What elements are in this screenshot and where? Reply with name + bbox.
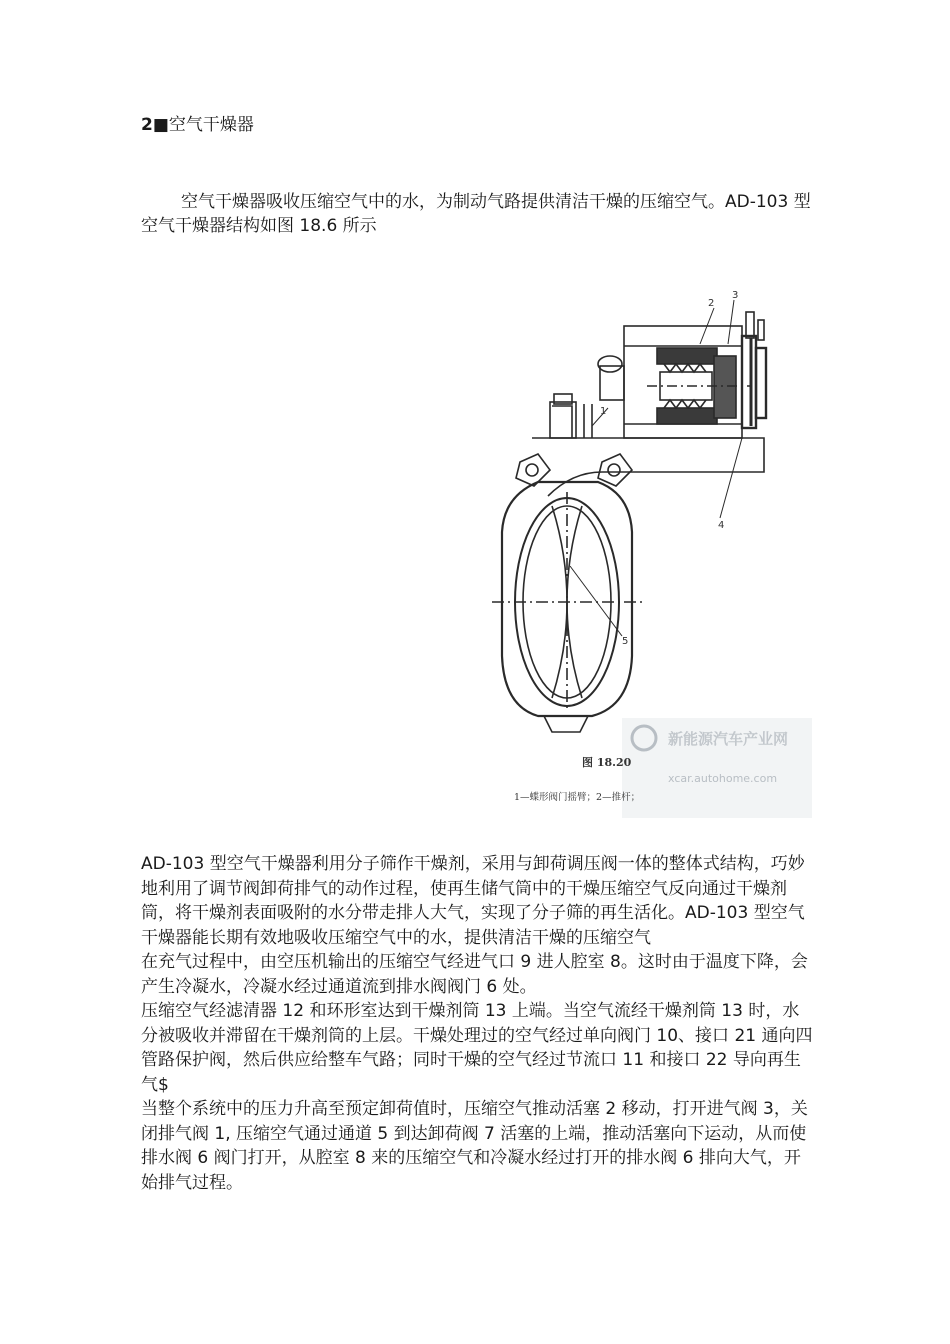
figure-caption: 图 18.20 (582, 756, 632, 769)
paragraph: 当整个系统中的压力升高至预定卸荷值时，压缩空气推动活塞 2 移动，打开进气阀 3，关闭排气阀 1, 压缩空气通过通道 5 到达卸荷阀 7 活塞的上端，推动活塞向下运动，从而使排水阀 6 阀门打开，从腔室 8 来的压缩空气和冷凝水经过打开的排水阀 6 排向大气，开始排气过程。 (141, 1099, 808, 1193)
section-number: 2■ (141, 115, 169, 135)
part-label: 2 (708, 298, 715, 309)
body-text (141, 852, 813, 1195)
watermark-url: xcar.autohome.com (668, 772, 778, 785)
figure-legend: 1—蝶形阀门摇臂；2—推杆； (514, 792, 641, 803)
intro-paragraph: 空气干燥器吸收压缩空气中的水，为制动气路提供清洁干燥的压缩空气。AD-103 型空气干燥器结构如图 18.6 所示 (141, 192, 811, 236)
part-label: 4 (718, 520, 725, 531)
part-label: 1 (600, 406, 607, 417)
paragraph: AD-103 型空气干燥器利用分子筛作干燥剂，采用与卸荷调压阀一体的整体式结构，巧妙地利用了调节阀卸荷排气的动作过程，使再生储气筒中的干燥压缩空气反向通过干燥剂筒，将干燥剂表面吸附的水分带走排人大气，实现了分子筛的再生活化。AD-103 型空气干燥器能长期有效地吸收压缩空气中的水，提供清洁干燥的压缩空气 (141, 854, 805, 948)
figure-diagram (452, 286, 816, 820)
paragraph: 在充气过程中，由空压机输出的压缩空气经进气口 9 进人腔室 8。这时由于温度下降，会产生冷凝水，冷凝水经过通道流到排水阀阀门 6 处。 (141, 952, 808, 997)
section-title: 空气干燥器 (168, 115, 254, 135)
section-heading (141, 114, 254, 136)
watermark-text: 新能源汽车产业网 (668, 730, 789, 748)
paragraph: 压缩空气经滤清器 12 和环形室达到干燥剂筒 13 上端。当空气流经干燥剂筒 13 时，水分被吸收并滞留在干燥剂筒的上层。干燥处理过的空气经过单向阀门 10、接口 21 通向四管路保护阀，然后供应给整车气路；同时干燥的空气经过节流口 11 和接口 22 导向再生气$ (141, 1001, 813, 1095)
part-label: 5 (622, 636, 629, 647)
part-label: 3 (732, 290, 739, 301)
butterfly-valve-drawing (452, 286, 816, 820)
